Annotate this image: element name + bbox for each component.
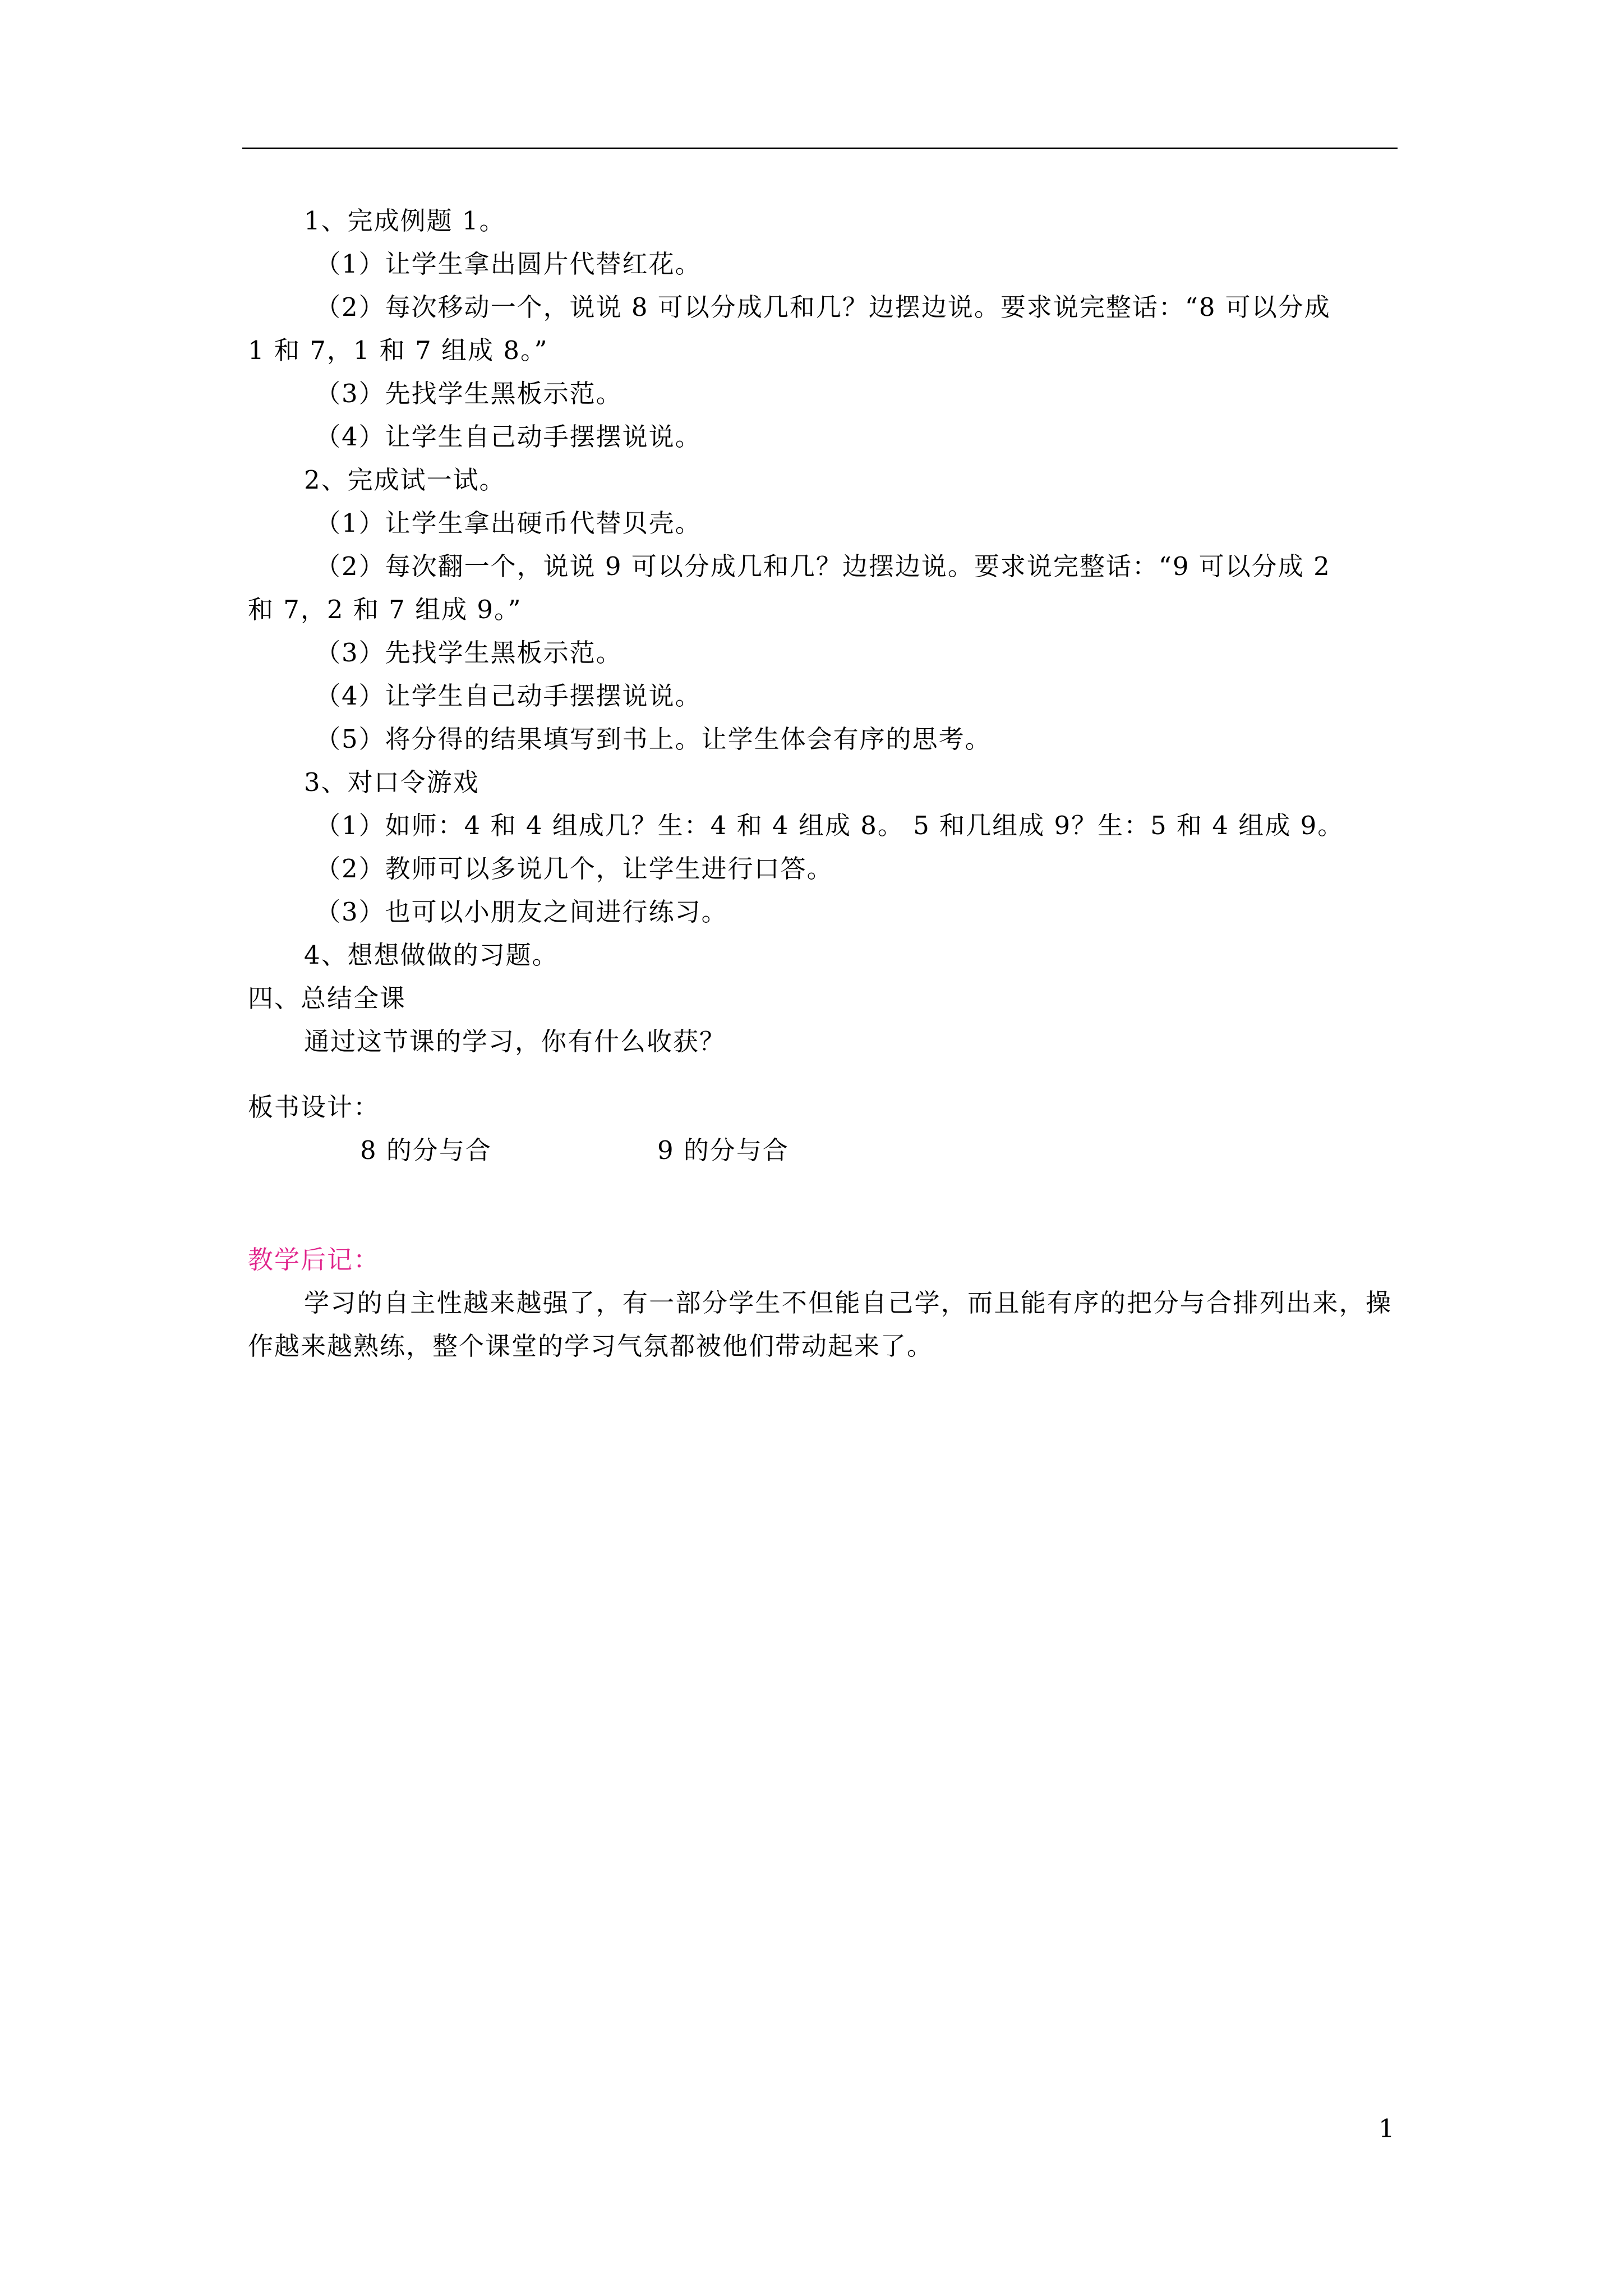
step-2-item-2: （2）每次翻一个，说说 9 可以分成几和几？边摆边说。要求说完整话：“9 可以分成 2 <box>315 551 1331 581</box>
step-4-title: 4、想想做做的习题。 <box>304 940 559 970</box>
board-design-label: 板书设计： <box>248 1092 380 1122</box>
step-3-item-2: （2）教师可以多说几个，让学生进行口答。 <box>315 854 833 884</box>
step-2-title: 2、完成试一试。 <box>304 465 506 495</box>
section-four-heading: 四、总结全课 <box>248 983 407 1013</box>
step-2-item-4: （4）让学生自己动手摆摆说说。 <box>315 681 702 711</box>
board-title-9: 9 的分与合 <box>657 1135 789 1165</box>
page-content <box>248 199 1398 1368</box>
step-2-item-5: （5）将分得的结果填写到书上。让学生体会有序的思考。 <box>315 724 992 754</box>
board-design-row <box>248 1129 1398 1172</box>
step-1-title: 1、完成例题 1。 <box>304 206 506 236</box>
step-1-item-4: （4）让学生自己动手摆摆说说。 <box>315 422 702 452</box>
step-1-item-2-cont: 1 和 7，1 和 7 组成 8。” <box>248 335 548 365</box>
section-four-question: 通过这节课的学习，你有什么收获？ <box>304 1027 726 1056</box>
step-2-item-1: （1）让学生拿出硬币代替贝壳。 <box>315 508 702 538</box>
step-2-item-3: （3）先找学生黑板示范。 <box>315 638 623 668</box>
step-1-item-1: （1）让学生拿出圆片代替红花。 <box>315 249 702 279</box>
spacer <box>248 1172 1398 1238</box>
page-number: 1 <box>1378 2114 1395 2143</box>
afterword-text: 学习的自主性越来越强了，有一部分学生不但能自己学，而且能有序的把分与合排列出来，操作越来越熟练，整个课堂的学习气氛都被他们带动起来了。 <box>248 1288 1392 1361</box>
step-2-item-2-cont: 和 7，2 和 7 组成 9。” <box>248 595 522 624</box>
step-3-title: 3、对口令游戏 <box>304 767 479 797</box>
board-title-8: 8 的分与合 <box>360 1135 492 1165</box>
step-3-item-1: （1）如师：4 和 4 组成几？生：4 和 4 组成 8。 5 和几组成 9？生：5 和 4 组成 9。 <box>315 811 1344 840</box>
step-1-item-3: （3）先找学生黑板示范。 <box>315 379 623 408</box>
header-rule <box>242 148 1398 149</box>
step-3-item-3: （3）也可以小朋友之间进行练习。 <box>315 897 728 927</box>
spacer <box>248 1063 1398 1085</box>
step-1-item-2: （2）每次移动一个，说说 8 可以分成几和几？边摆边说。要求说完整话：“8 可以分成 <box>315 292 1331 322</box>
afterword-heading: 教学后记： <box>248 1245 380 1274</box>
